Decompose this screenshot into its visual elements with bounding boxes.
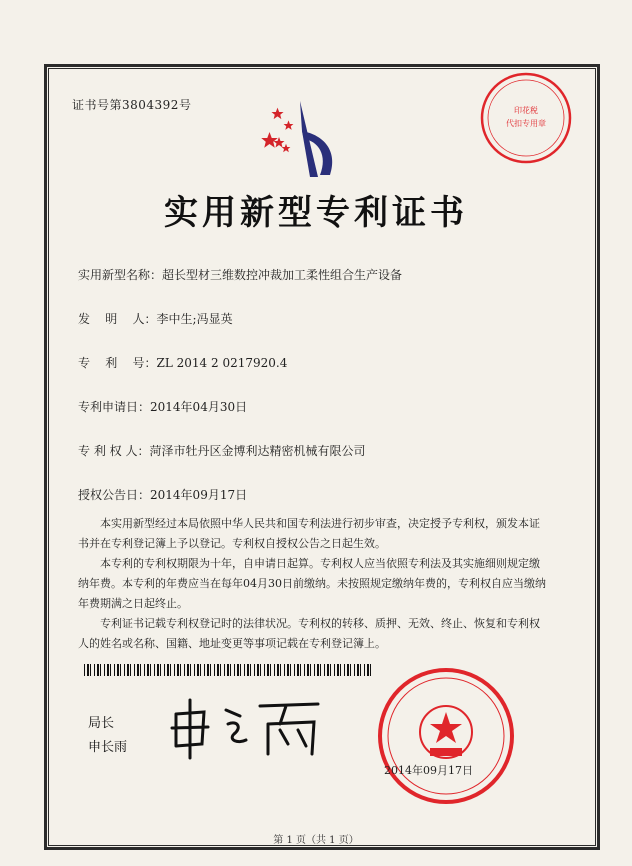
svg-text:代扣专用章: 代扣专用章 <box>506 119 546 128</box>
announcement-date-row <box>78 486 247 503</box>
patent-number-label: 专 利 号： <box>78 356 157 370</box>
announcement-date-label: 授权公告日： <box>78 488 151 502</box>
director-name: 申长雨 <box>88 740 128 755</box>
name-value: 超长型材三维数控冲裁加工柔性组合生产设备 <box>162 268 403 282</box>
certificate-number: 证书号第3804392号 <box>72 98 192 112</box>
filing-date-row <box>78 398 247 415</box>
body-paragraph-3: 专利证书记载专利权登记时的法律状况。专利权的转移、质押、无效、终止、恢复和专利权人的姓名或名称、国籍、地址变更等事项记载在专利登记簿上。 <box>78 617 540 650</box>
filing-date-value: 2014年04月30日 <box>150 400 248 414</box>
body-paragraph-2: 本专利的专利权期限为十年，自申请日起算。专利权人应当依照专利法及其实施细则规定缴纳年费。本专利的年费应当在每年04月30日前缴纳。未按照规定缴纳年费的，专利权自应当缴纳年费期满之日起终止。 <box>78 557 546 610</box>
name-row <box>78 266 402 283</box>
tax-stamp-icon <box>478 70 574 166</box>
patent-number-row <box>78 354 287 371</box>
document-title: 实用新型专利证书 <box>164 193 468 233</box>
barcode <box>84 664 374 676</box>
patentee-row <box>78 442 365 459</box>
filing-date-label: 专利申请日： <box>78 400 151 414</box>
page-footer: 第 1 页（共 1 页） <box>273 835 359 846</box>
director-title: 局长 <box>88 716 115 731</box>
inventor-row <box>78 310 233 327</box>
official-seal-icon <box>376 666 516 806</box>
name-label: 实用新型名称： <box>78 268 163 282</box>
announcement-date-value: 2014年09月17日 <box>150 488 248 502</box>
svg-text:印花税: 印花税 <box>514 106 538 115</box>
patentee-label: 专 利 权 人： <box>78 444 150 458</box>
cnipa-logo-icon <box>258 95 344 187</box>
patentee-value: 菏泽市牡丹区金博利达精密机械有限公司 <box>149 444 366 458</box>
inventor-label: 发 明 人： <box>78 312 157 326</box>
body-paragraph-1: 本实用新型经过本局依照中华人民共和国专利法进行初步审查，决定授予专利权，颁发本证书并在专利登记簿上予以登记。专利权自授权公告之日起生效。 <box>78 517 540 550</box>
patent-number-value: ZL 2014 2 0217920.4 <box>156 356 288 370</box>
inventor-value: 李中生;冯显英 <box>156 312 233 326</box>
stamp-date: 2014年09月17日 <box>384 764 473 777</box>
certificate-body <box>78 514 548 654</box>
director-signature-icon <box>168 694 328 764</box>
